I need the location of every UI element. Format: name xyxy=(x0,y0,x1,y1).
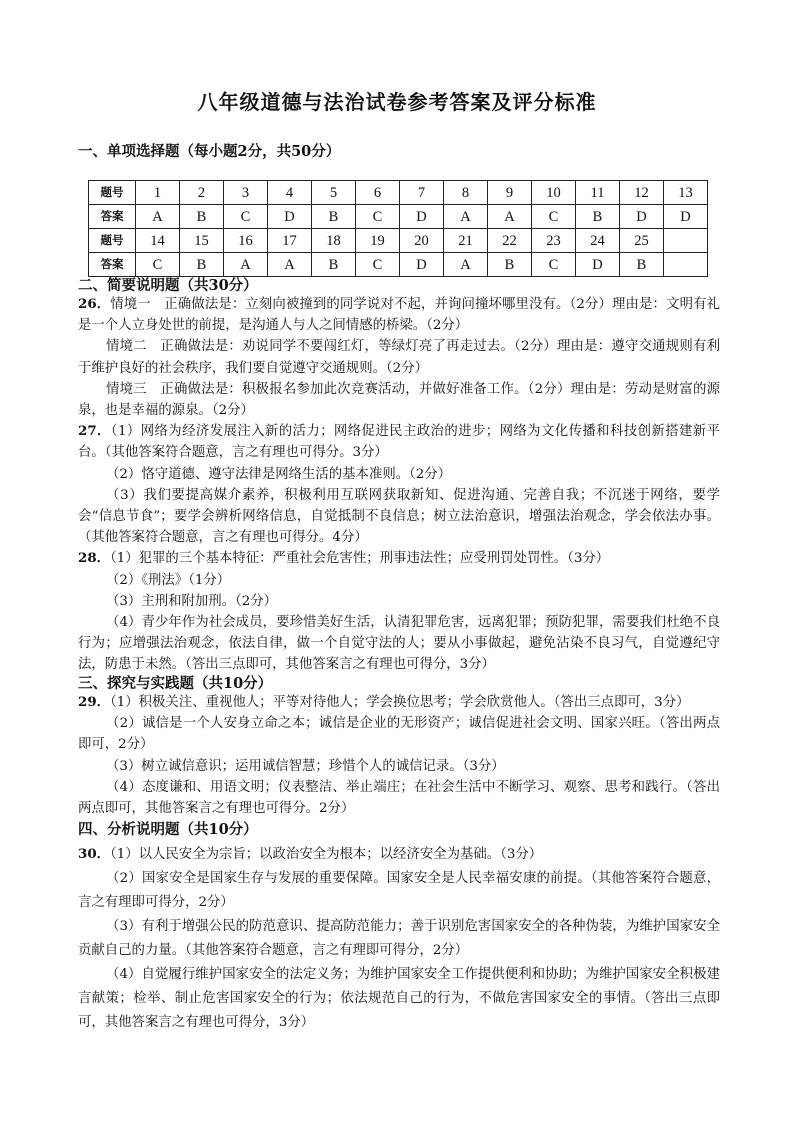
answer-table-row-header: 题号 xyxy=(89,181,136,205)
answer-table-cell: C xyxy=(224,205,268,229)
q30-answer-1: 30．（1）以人民安全为宗旨；以政治安全为根本；以经济安全为基础。（3分） xyxy=(78,846,543,862)
answer-table-cell xyxy=(664,253,708,277)
section4-body xyxy=(78,842,720,1035)
answer-table-cell: C xyxy=(532,253,576,277)
q30-answer-4: （4）自觉履行维护国家安全的法定义务；为维护国家安全工作提供便利和协助；为维护国家安全积极建言献策；检举、制止危害国家安全的行为；依法规范自己的行为，不做危害国家安全的事情。（答出三点即可，其他答案言之有理也可得分，3分） xyxy=(78,967,720,1030)
answer-table-cell: 1 xyxy=(136,181,180,205)
answer-table-cell: 19 xyxy=(356,229,400,253)
answer-table-row-header: 题号 xyxy=(89,229,136,253)
q26-situation-3: 情境三 正确做法是：积极报名参加此次竞赛活动，并做好准备工作。（2分）理由是：劳动是财富的源泉，也是幸福的源泉。（2分） xyxy=(78,381,720,419)
q29-answer-1: 29．（1）积极关注、重视他人；平等对待他人；学会换位思考；学会欣赏他人。（答出三点即可，3分） xyxy=(78,694,690,710)
q28-answer-1: 28．（1）犯罪的三个基本特征：严重社会危害性；刑事违法性；应受刑罚处罚性。（3分） xyxy=(78,550,610,567)
answer-table-cell: A xyxy=(268,253,312,277)
q30-number: 30． xyxy=(78,846,111,862)
answer-table-cell xyxy=(664,229,708,253)
section2-heading: 二、简要说明题（共30分） xyxy=(78,277,258,294)
answer-table-cell: A xyxy=(444,253,488,277)
answer-table-cell: 7 xyxy=(400,181,444,205)
answer-table-cell: 24 xyxy=(576,229,620,253)
answer-table-cell: 4 xyxy=(268,181,312,205)
answer-table-cell: A xyxy=(444,205,488,229)
answer-table-cell: D xyxy=(620,205,664,229)
answer-table-cell: 13 xyxy=(664,181,708,205)
answer-table-cell: 8 xyxy=(444,181,488,205)
q30-answer-2: （2）国家安全是国家生存与发展的重要保障。国家安全是人民幸福安康的前提。（其他答案符合题意，言之有理即可得分，2分） xyxy=(78,871,720,910)
answer-table xyxy=(88,180,708,277)
answer-table-cell: 9 xyxy=(488,181,532,205)
answer-table-cell: B xyxy=(576,205,620,229)
q29-answer-3: （3）树立诚信意识；运用诚信智慧；珍惜个人的诚信记录。（3分） xyxy=(106,758,505,774)
answer-table-cell: 5 xyxy=(312,181,356,205)
q27-answer-1: 27．（1）网络为经济发展注入新的活力；网络促进民主政治的进步；网络为文化传播和科技创新搭建新平台。（其他答案符合题意，言之有理也可得分。3分） xyxy=(78,423,720,461)
answer-table-cell: 14 xyxy=(136,229,180,253)
answer-table-cell: 6 xyxy=(356,181,400,205)
answer-table-cell: D xyxy=(664,205,708,229)
answer-table-cell: D xyxy=(576,253,620,277)
q26-situation-1: 26．情境一 正确做法是：立刻向被撞到的同学说对不起，并询问撞坏哪里没有。（2分）理由是：文明有礼是一个人立身处世的前提，是沟通人与人之间情感的桥梁。（2分） xyxy=(78,296,720,334)
answer-table-cell: D xyxy=(400,253,444,277)
answer-table-cell: 12 xyxy=(620,181,664,205)
q26-situation-2: 情境二 正确做法是：劝说同学不要闯红灯，等绿灯亮了再走过去。（2分）理由是：遵守交通规则有利于维护良好的社会秩序，我们要自觉遵守交通规则。（2分） xyxy=(78,339,720,376)
page-title: 八年级道德与法治试卷参考答案及评分标准 xyxy=(197,90,597,114)
answer-table-cell: A xyxy=(224,253,268,277)
section3-heading: 三、探究与实践题（共10分） xyxy=(78,675,273,692)
q30-answer-3: （3）有利于增强公民的防范意识、提高防范能力；善于识别危害国家安全的各种伪装，为维护国家安全贡献自己的力量。（其他答案符合题意，言之有理即可得分，2分） xyxy=(78,919,720,958)
answer-table-cell: 2 xyxy=(180,181,224,205)
section4-heading: 四、分析说明题（共10分） xyxy=(78,821,258,838)
answer-table-row xyxy=(89,181,708,205)
answer-table-cell: 3 xyxy=(224,181,268,205)
answer-table-row xyxy=(89,253,708,277)
answer-table-cell: 16 xyxy=(224,229,268,253)
answer-table-cell: B xyxy=(620,253,664,277)
answer-table-row-header: 答案 xyxy=(89,205,136,229)
answer-table-cell: C xyxy=(136,253,180,277)
q27-answer-2: （2）恪守道德、遵守法律是网络生活的基本准则。（2分） xyxy=(106,466,452,482)
answer-table-cell: D xyxy=(268,205,312,229)
answer-table-cell: A xyxy=(488,205,532,229)
answer-table-cell: 21 xyxy=(444,229,488,253)
q28-answer-3: （3）主刑和附加刑。（2分） xyxy=(106,593,278,609)
answer-table-cell: 18 xyxy=(312,229,356,253)
section3-body xyxy=(78,692,720,819)
answer-table-cell: C xyxy=(356,205,400,229)
answer-table-cell: C xyxy=(356,253,400,277)
answer-table-cell: B xyxy=(180,205,224,229)
answer-table-cell: B xyxy=(312,253,356,277)
q29-answer-4: （4）态度谦和、用语文明；仪表整洁、举止端庄；在社会生活中不断学习、观察、思考和践行。（答出两点即可，其他答案言之有理也可得分。2分） xyxy=(78,779,720,817)
answer-table-cell: 23 xyxy=(532,229,576,253)
answer-table-cell: 17 xyxy=(268,229,312,253)
q27-answer-3: （3）我们要提高媒介素养，积极利用互联网获取新知、促进沟通、完善自我；不沉迷于网络，要学会“信息节食”；要学会辨析网络信息，自觉抵制不良信息；树立法治意识，增强法治观念，学会依法办事。（其他答案符合题意，言之有理也可得分。4分） xyxy=(78,487,720,546)
answer-table-cell: D xyxy=(400,205,444,229)
answer-table-cell: 20 xyxy=(400,229,444,253)
answer-table-cell: B xyxy=(180,253,224,277)
q28-answer-2: （2）《刑法》（1分） xyxy=(106,572,231,588)
answer-table-cell: B xyxy=(488,253,532,277)
q28-number: 28． xyxy=(78,550,111,567)
answer-table-row xyxy=(89,205,708,229)
answer-table-cell: 11 xyxy=(576,181,620,205)
answer-table-cell: 22 xyxy=(488,229,532,253)
q28-answer-4: （4）青少年作为社会成员，要珍惜美好生活，认清犯罪危害，远离犯罪；预防犯罪，需要我们杜绝不良行为；应增强法治观念，依法自律，做一个自觉守法的人；要从小事做起，避免沾染不良习气，自觉遵纪守法，防患于未然。（答出三点即可，其他答案言之有理也可得分，3分） xyxy=(78,615,720,673)
answer-table-cell: 10 xyxy=(532,181,576,205)
answer-table-cell: B xyxy=(312,205,356,229)
q29-answer-2: （2）诚信是一个人安身立命之本；诚信是企业的无形资产；诚信促进社会文明、国家兴旺。（答出两点即可，2分） xyxy=(78,716,720,753)
q26-number: 26． xyxy=(78,296,111,312)
answer-table-cell: 15 xyxy=(180,229,224,253)
section2-body xyxy=(78,294,720,676)
answer-table-row-header: 答案 xyxy=(89,253,136,277)
answer-table-cell: A xyxy=(136,205,180,229)
q29-number: 29． xyxy=(78,694,111,710)
answer-table-cell: C xyxy=(532,205,576,229)
section1-heading: 一、单项选择题（每小题2分，共50分） xyxy=(78,143,341,160)
answer-table-row xyxy=(89,229,708,253)
answer-table-cell: 25 xyxy=(620,229,664,253)
q27-number: 27． xyxy=(78,423,111,440)
